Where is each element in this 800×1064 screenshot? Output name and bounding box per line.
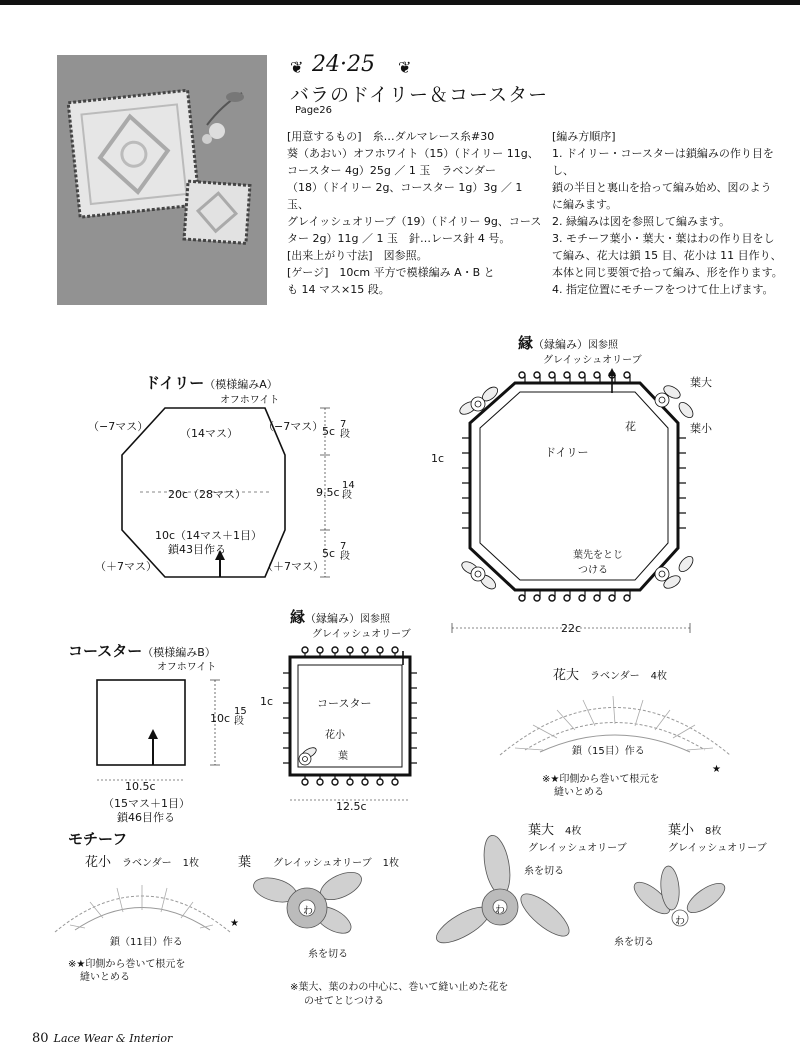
page-number: 80	[32, 1031, 49, 1046]
materials-line: （18）（ドイリー 2g、コースター 1g）3g ／ 1 玉、	[287, 181, 523, 212]
method-line: 2. 緑編みは図を参照して編みます。	[552, 215, 731, 229]
materials-block	[287, 128, 547, 298]
rose-motif-bottom-right	[655, 554, 696, 591]
doily-edge-1c: 1c	[431, 452, 445, 465]
pattern-number: 24·25	[312, 52, 375, 77]
edge-loops	[462, 375, 686, 598]
flower-large-color: ラベンダー	[590, 671, 640, 682]
coaster-edge-title	[290, 606, 390, 627]
coaster-edge-heading: 縁	[290, 608, 306, 626]
flower-small-chain: 鎖（11目）作る	[110, 937, 183, 948]
doily-bottom-right: （＋7マス）	[262, 560, 324, 573]
materials-line: ター 2g）11g ／ 1 玉 針…レース針 4 号。	[287, 232, 511, 246]
coaster-title: コースター	[68, 642, 143, 660]
doily-edge-diagram	[430, 368, 720, 633]
leaf-large-ring: わ	[495, 905, 505, 916]
doily-dim-1: 5c	[322, 425, 336, 438]
bottom-note-a: ※葉大、葉のわの中心に、巻いて縫い止めた花を	[290, 982, 509, 993]
coaster-edge-diagram	[275, 645, 435, 805]
leaf-large-cut: 糸を切る	[524, 866, 564, 877]
method-line: 4. 指定位置にモチーフをつけて仕上げます。	[552, 283, 774, 297]
leaf-color: グレイッシュオリーブ	[273, 858, 372, 869]
leaf-ring: わ	[303, 906, 313, 917]
doily-top-right: （−7マス）	[263, 420, 324, 433]
leaf-small-title: 葉小	[668, 823, 695, 838]
doily-edge-center: ドイリー	[545, 446, 589, 459]
leaf-large-title: 葉大	[528, 823, 555, 838]
leaf-small-ring: わ	[675, 916, 685, 927]
magazine-name: Lace Wear & Interior	[53, 1032, 173, 1045]
doily-chain-a: 10c（14マス＋1目）	[155, 529, 263, 542]
flower-small-note-a: ※★印側から巻いて根元を	[68, 959, 186, 970]
doily-edge-pattern: （縁編み）	[533, 338, 589, 351]
doily-color: オフホワイト	[220, 395, 280, 406]
coaster-square	[97, 680, 185, 765]
title-ornament-left: ❦	[290, 58, 304, 77]
rose-motif-bottom-left	[460, 559, 498, 591]
doily-edge-heading: 縁	[518, 334, 534, 352]
coaster-edge-center: コースター	[317, 697, 372, 710]
doily-edge-title	[518, 332, 618, 353]
flower-large-chain: 鎖（15目）作る	[572, 746, 645, 757]
coaster-diagram	[90, 675, 250, 805]
doily-edge-width: 22c	[561, 622, 582, 635]
coaster-height-rows: 15段	[234, 706, 247, 727]
doily-edge-leaf-large: 葉大	[690, 376, 712, 389]
flower-small-color: ラベンダー	[122, 858, 172, 869]
top-rule	[0, 0, 800, 5]
doily-dim-3: 5c	[322, 547, 336, 560]
doily-edge-flower: 花	[625, 420, 636, 433]
flower-large-note-b: 縫いとめる	[554, 787, 604, 798]
leaf-small-count: 8枚	[705, 826, 722, 837]
doily-dim-1-rows: 7段	[340, 419, 350, 440]
bottom-note-b: のせてとじつける	[304, 996, 384, 1007]
leaf-cut: 糸を切る	[308, 949, 348, 960]
doily-edge-color: グレイッシュオリーブ	[543, 355, 642, 366]
doily-pattern: （模様編みA）	[204, 378, 278, 391]
materials-line: グレイッシュオリーブ（19）（ドイリー 9g、コース	[287, 215, 542, 229]
doily-edge-ref: 図参照	[588, 340, 619, 351]
coaster-width: 10.5c	[125, 780, 156, 793]
method-line: て編み、花大は鎖 15 目、花小は 11 目作り、	[552, 249, 782, 263]
leaf-small-chart	[620, 860, 740, 940]
doily-dim-3-rows: 7段	[340, 541, 350, 562]
doily-diagram-title	[145, 372, 278, 393]
coaster-chain-b: 鎖46目作る	[117, 811, 175, 824]
doily-edge-note-a: 葉先をとじ	[573, 550, 623, 561]
method-line: 本体と同じ要領で拾って編み、形を作ります。	[552, 266, 783, 280]
flower-large-chart	[485, 680, 745, 780]
coaster-edge-1c: 1c	[260, 695, 274, 708]
doily-title: ドイリー	[145, 374, 205, 392]
doily-edge-note-b: つける	[578, 565, 608, 576]
leaf-large-color: グレイッシュオリーブ	[528, 843, 627, 854]
materials-line: [出来上がり寸法] 図参照。	[287, 249, 428, 263]
page-reference: Page26	[295, 105, 332, 116]
leaf-small-heading	[668, 819, 721, 838]
coaster-color: オフホワイト	[157, 662, 217, 673]
page-footer	[32, 1027, 172, 1046]
motif-heading: モチーフ	[68, 830, 128, 848]
method-line: 1. ドイリー・コースターは鎖編みの作り目をし、	[552, 147, 774, 178]
materials-line: 葵（あおい）オフホワイト（15）（ドイリー 11g、	[287, 147, 539, 161]
page-title: バラのドイリー＆コースター	[290, 84, 549, 106]
flower-large-note-a: ※★印側から巻いて根元を	[542, 774, 660, 785]
coaster-chain-a: （15マス＋1目）	[103, 797, 190, 810]
coaster-pattern: （模様編みB）	[142, 646, 216, 659]
doily-top-left: （−7マス）	[88, 420, 149, 433]
materials-line: [用意するもの] 糸…ダルマレース糸#30	[287, 130, 495, 143]
rose-motif-coaster	[299, 746, 318, 765]
leaf-large-count: 4枚	[565, 826, 582, 837]
product-photo	[57, 55, 267, 305]
doily-chain-b: 鎖43目作る	[168, 543, 226, 556]
doily-dim-2: 9.5c	[316, 486, 340, 499]
doily-bottom-left: （＋7マス）	[95, 560, 157, 573]
flower-large-title: 花大	[553, 668, 580, 683]
doily-top-mid: （14マス）	[180, 427, 238, 440]
doily-width: 20c（28マス）	[168, 488, 247, 501]
flower-small-star: ★	[230, 918, 239, 929]
doily-edge-leaf-small: 葉小	[690, 422, 712, 435]
leaf-small-cut: 糸を切る	[614, 937, 654, 948]
leaf-title: 葉	[238, 855, 252, 870]
materials-line: [ゲージ] 10cm 平方で模様編み A・B と	[287, 266, 495, 280]
method-block	[552, 128, 792, 298]
coaster-edge-flower-small: 花小	[325, 730, 345, 741]
materials-line: コースター 4g）25g ／ 1 玉 ラベンダー	[287, 164, 496, 178]
doily-dim-2-rows: 14段	[342, 480, 355, 501]
leaf-count: 1枚	[382, 858, 399, 869]
method-line: 3. モチーフ葉小・葉大・葉はわの作り目をし	[552, 232, 775, 246]
flower-small-count: 1枚	[182, 858, 199, 869]
coaster-edge-width: 12.5c	[336, 800, 367, 813]
flower-large-star: ★	[712, 764, 721, 775]
coaster-edge-pattern: （縁編み）	[305, 612, 361, 625]
coaster-edge-color: グレイッシュオリーブ	[312, 629, 411, 640]
method-line: に編みます。	[552, 198, 618, 212]
flower-small-note-b: 縫いとめる	[80, 972, 130, 983]
method-line: 鎖の半目と裏山を拾って編み始め、図のよう	[552, 181, 772, 195]
title-ornament-right: ❦	[398, 58, 412, 77]
method-heading: [編み方順序]	[552, 130, 616, 143]
flower-small-title: 花小	[85, 855, 112, 870]
flower-large-count: 4枚	[650, 671, 667, 682]
leaf-small-color: グレイッシュオリーブ	[668, 843, 767, 854]
coaster-height: 10c	[210, 712, 231, 725]
coaster-edge-leaf: 葉	[338, 751, 348, 762]
leaf-large-chart	[435, 825, 580, 955]
flower-small-heading	[85, 851, 199, 870]
materials-line: も 14 マス×15 段。	[287, 283, 390, 297]
coaster-edge-ref: 図参照	[360, 614, 391, 625]
